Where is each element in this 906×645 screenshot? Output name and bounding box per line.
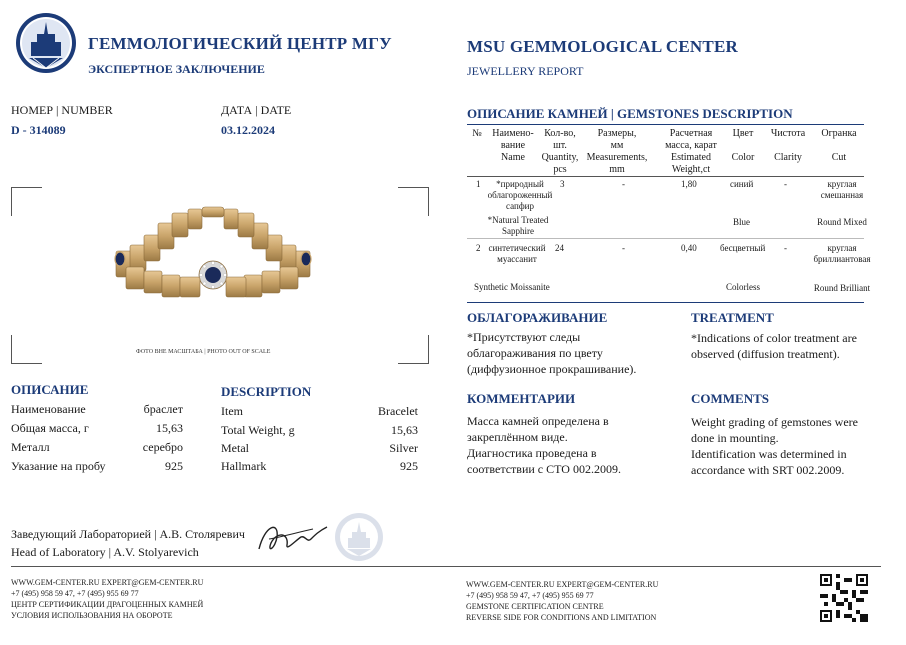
signature-en: Head of Laboratory | A.V. Stolyarevich — [11, 545, 199, 559]
desc-en-label: Item — [221, 404, 243, 418]
org-title-ru: ГЕММОЛОГИЧЕСКИЙ ЦЕНТР МГУ — [88, 34, 392, 53]
photo-caption: ФОТО ВНЕ МАСШТАБА | PHOTO OUT OF SCALE — [136, 349, 271, 355]
description-title-ru: ОПИСАНИЕ — [11, 382, 89, 397]
footer-left-contacts: WWW.GEM-CENTER.RU EXPERT@GEM-CENTER.RU — [11, 578, 204, 587]
gem-clarity: - — [784, 243, 787, 253]
footer-right-phones: +7 (495) 958 59 47, +7 (495) 955 69 77 — [466, 591, 594, 600]
gem-name-en: *Natural Treated Sapphire — [487, 215, 549, 236]
report-title-ru: ЭКСПЕРТНОЕ ЗАКЛЮЧЕНИЕ — [88, 62, 265, 76]
gem-color-ru: бесцветный — [720, 243, 766, 253]
photo-frame-corner — [11, 335, 42, 364]
handwritten-signature — [255, 515, 335, 560]
footer-right-contacts: WWW.GEM-CENTER.RU EXPERT@GEM-CENTER.RU — [466, 580, 659, 589]
gem-no: 2 — [476, 243, 481, 253]
comments-title-en: COMMENTS — [691, 391, 769, 406]
col-size-en: Measurements, mm — [586, 152, 648, 175]
desc-en-value: 925 — [400, 459, 418, 473]
gem-cut-en: Round Brilliant — [813, 283, 871, 293]
gem-weight: 0,40 — [681, 243, 697, 253]
bracelet-photo — [108, 195, 318, 305]
footer-left-centre: ЦЕНТР СЕРТИФИКАЦИИ ДРАГОЦЕННЫХ КАМНЕЙ — [11, 600, 204, 609]
col-clarity-ru: Чистота — [770, 128, 806, 139]
logo — [15, 12, 77, 74]
treatment-title-en: TREATMENT — [691, 310, 774, 325]
gem-qty: 3 — [560, 179, 565, 189]
gemstones-rule-header — [467, 176, 864, 177]
footer-left-phones: +7 (495) 958 59 47, +7 (495) 955 69 77 — [11, 589, 139, 598]
photo-frame-corner — [398, 187, 429, 216]
date-label: ДАТА | DATE — [221, 103, 292, 117]
gem-color-en: Blue — [733, 217, 750, 227]
gem-size: - — [622, 243, 625, 253]
col-qty-ru: Кол-во, шт. — [544, 128, 576, 151]
treatment-text-en: *Indications of color treatment are observed (diffusion treatment). — [691, 331, 857, 361]
desc-en-value: 15,63 — [391, 423, 418, 437]
desc-ru-label: Металл — [11, 440, 50, 454]
gemstones-row-divider — [467, 238, 864, 239]
col-qty-en: Quantity, pcs — [541, 152, 579, 175]
report-title-en: JEWELLERY REPORT — [467, 64, 584, 78]
gemstones-title: ОПИСАНИЕ КАМНЕЙ | GEMSTONES DESCRIPTION — [467, 106, 793, 121]
desc-en-value: Silver — [389, 441, 418, 455]
col-name-en: Name — [501, 152, 525, 163]
col-weight-ru: Расчетная масса, карат — [665, 128, 717, 151]
qr-code-icon[interactable] — [820, 574, 868, 622]
description-title-en: DESCRIPTION — [221, 384, 312, 399]
gem-qty: 24 — [555, 243, 564, 253]
gemstones-rule-top — [467, 124, 864, 125]
gem-no: 1 — [476, 179, 481, 189]
signature-ru: Заведующий Лабораторией | А.В. Столяревич — [11, 527, 245, 541]
desc-en-label: Hallmark — [221, 459, 267, 473]
col-clarity-en: Clarity — [774, 152, 802, 163]
gem-cut-en: Round Mixed — [817, 217, 867, 227]
col-weight-en: Estimated Weight,ct — [671, 152, 711, 175]
photo-frame-corner — [11, 187, 42, 216]
footer-right-conditions: REVERSE SIDE FOR CONDITIONS AND LIMITATION — [466, 613, 657, 622]
gem-color-en: Colorless — [726, 282, 761, 292]
col-size-ru: Размеры, мм — [597, 128, 637, 151]
desc-ru-value: браслет — [143, 402, 183, 416]
treatment-title-ru: ОБЛАГОРАЖИВАНИЕ — [467, 310, 608, 325]
gem-cut-ru: круглая бриллиантовая — [813, 243, 871, 264]
desc-ru-value: серебро — [142, 440, 183, 454]
gem-name-ru: *природный облагороженный сапфир — [487, 179, 553, 211]
treatment-text-ru: *Присутствуют следы облагораживания по цвету (диффузионное прокрашивание). — [467, 330, 637, 376]
comments-text-ru: Масса камней определена в закреплённом виде. Диагностика проведена в соответствии с СТО 002.2009. — [467, 414, 621, 476]
gem-color-ru: синий — [730, 179, 754, 189]
col-color-en: Color — [731, 152, 755, 163]
gem-size: - — [622, 179, 625, 189]
gem-weight: 1,80 — [681, 179, 697, 189]
col-color-ru: Цвет — [732, 128, 754, 139]
footer-left-conditions: УСЛОВИЯ ИСПОЛЬЗОВАНИЯ НА ОБОРОТЕ — [11, 611, 173, 620]
gem-name-en: Synthetic Moissanite — [474, 282, 550, 292]
footer-rule — [11, 566, 881, 567]
desc-ru-value: 15,63 — [156, 421, 183, 435]
photo-frame-corner — [398, 335, 429, 364]
date-value: 03.12.2024 — [221, 123, 275, 137]
seal-stamp — [334, 512, 384, 562]
desc-en-value: Bracelet — [378, 404, 418, 418]
footer-right-centre: GEMSTONE CERTIFICATION CENTRE — [466, 602, 604, 611]
desc-ru-value: 925 — [165, 459, 183, 473]
gem-name-ru: синтетический муассанит — [488, 243, 546, 264]
number-value: D - 314089 — [11, 123, 66, 137]
col-cut-en: Cut — [831, 152, 847, 163]
col-no: № — [472, 128, 482, 139]
comments-text-en: Weight grading of gemstones were done in mounting. Identification was determined in accordance with SRT 002.2009. — [691, 415, 858, 477]
gem-cut-ru: круглая смешанная — [820, 179, 864, 200]
desc-ru-label: Общая масса, г — [11, 421, 89, 435]
desc-ru-label: Наименование — [11, 402, 86, 416]
col-cut-ru: Огранка — [821, 128, 857, 139]
comments-title-ru: КОММЕНТАРИИ — [467, 391, 576, 406]
gemstones-rule-bottom — [467, 302, 864, 303]
col-name-ru: Наимено- вание — [492, 128, 534, 151]
desc-ru-label: Указание на пробу — [11, 459, 106, 473]
number-label: НОМЕР | NUMBER — [11, 103, 113, 117]
desc-en-label: Metal — [221, 441, 249, 455]
org-title-en: MSU GEMMOLOGICAL CENTER — [467, 37, 738, 56]
desc-en-label: Total Weight, g — [221, 423, 295, 437]
gem-clarity: - — [784, 179, 787, 189]
